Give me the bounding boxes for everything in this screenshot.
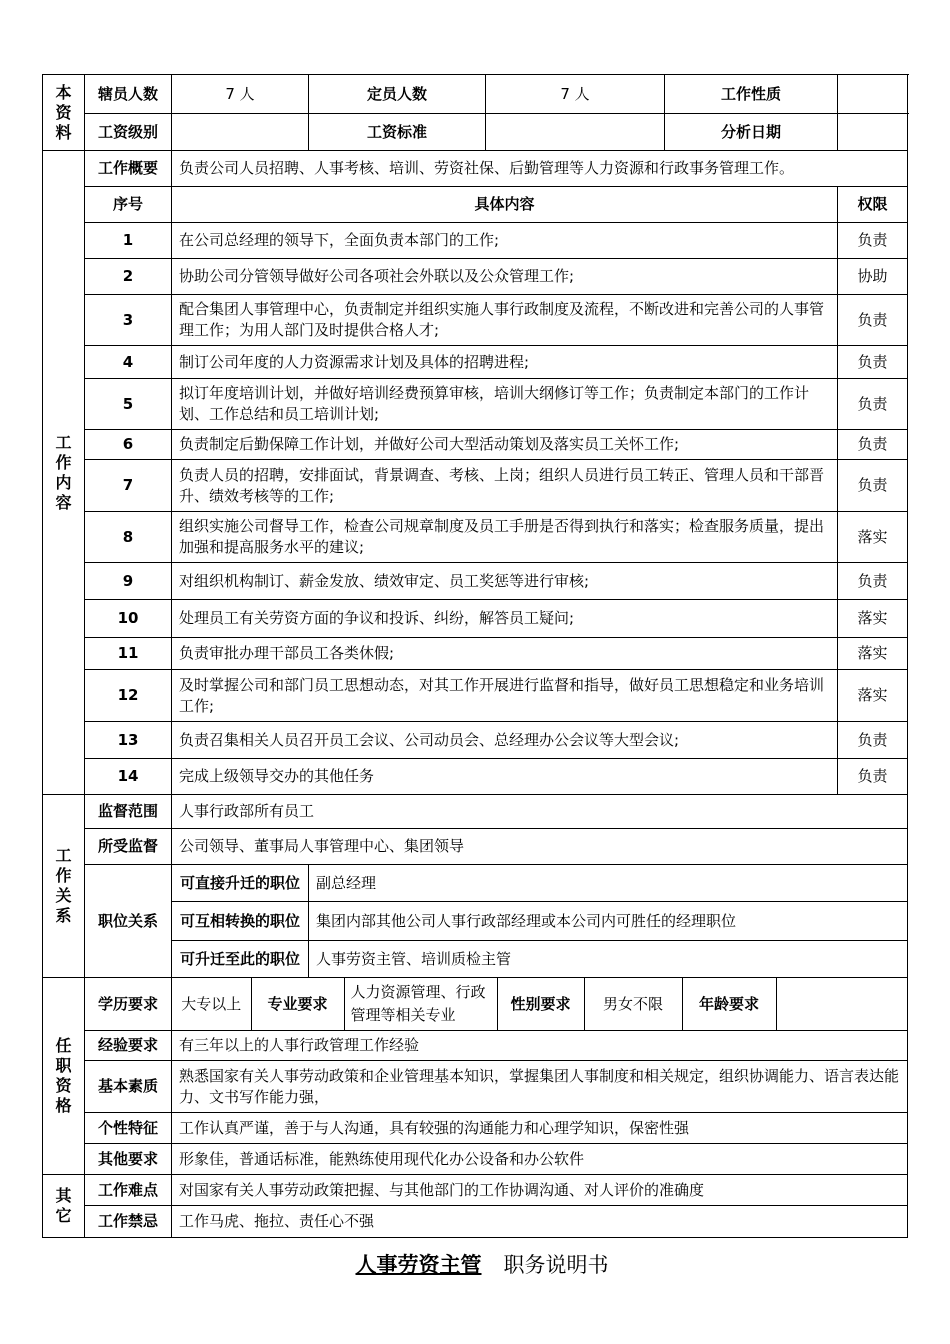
duty-number: 11: [85, 638, 172, 670]
major-label: 专业要求: [251, 978, 344, 1030]
duty-authority: 负责: [838, 563, 908, 600]
duty-text: 对组织机构制订、薪金发放、绩效审定、员工奖惩等进行审核;: [172, 563, 838, 600]
duty-authority: 落实: [838, 600, 908, 638]
table-row: [43, 259, 908, 295]
duty-authority: 落实: [838, 638, 908, 670]
position-promote-value: 副总经理: [309, 865, 908, 902]
duty-text: 配合集团人事管理中心，负责制定并组织实施人事行政制度及流程，不断改进和完善公司的人事管理工作；为用人部门及时提供合格人才;: [172, 295, 838, 346]
education-row: [43, 978, 908, 1031]
duty-text: 处理员工有关劳资方面的争议和投诉、纠纷，解答员工疑问;: [172, 600, 838, 638]
supervised-by-label: 所受监督: [85, 829, 172, 865]
job-description-table: [42, 74, 908, 1238]
basic-quality-value: 熟悉国家有关人事劳动政策和企业管理基本知识，掌握集团人事制度和相关规定，组织协调能力、语言表达能力、文书写作能力强，: [172, 1061, 908, 1113]
difficulty-row: [43, 1175, 908, 1206]
table-row: [43, 600, 908, 638]
age-label: 年龄要求: [682, 978, 776, 1030]
supervised-by-row: [43, 829, 908, 865]
analysis-date-value: [838, 114, 908, 151]
other-requirements-value: 形象佳，普通话标准，能熟练使用现代化办公设备和办公软件: [172, 1144, 908, 1175]
position-transfer-label: 可互相转换的职位: [172, 902, 309, 941]
gender-value: 男女不限: [584, 978, 682, 1030]
quota-value: 7 人: [486, 75, 665, 114]
supervised-by-value: 公司领导、董事局人事管理中心、集团领导: [172, 829, 908, 865]
duty-authority: 负责: [838, 223, 908, 259]
basic-quality-label: 基本素质: [85, 1061, 172, 1113]
supervision-scope-label: 监督范围: [85, 795, 172, 829]
document-title-position: 人事劳资主管: [355, 1253, 482, 1277]
duty-text: 组织实施公司督导工作，检查公司规章制度及员工手册是否得到执行和落实；检查服务质量，提出加强和提高服务水平的建议;: [172, 512, 838, 563]
duty-authority: 负责: [838, 379, 908, 430]
duty-authority: 负责: [838, 346, 908, 379]
work-nature-value: [838, 75, 908, 114]
section-relations: 工作关系: [43, 795, 85, 978]
table-row: [43, 379, 908, 430]
taboo-label: 工作禁忌: [85, 1206, 172, 1238]
quota-label: 定员人数: [309, 75, 486, 114]
table-row: [43, 563, 908, 600]
duty-text: 及时掌握公司和部门员工思想动态，对其工作开展进行监督和指导，做好员工思想稳定和业务培训工作;: [172, 670, 838, 722]
document-title-suffix: 职务说明书: [503, 1253, 609, 1277]
duty-number: 5: [85, 379, 172, 430]
personality-row: [43, 1113, 908, 1144]
education-label: 学历要求: [85, 978, 172, 1031]
taboo-row: [43, 1206, 908, 1238]
basic-row-1: [43, 75, 908, 114]
duty-text: 负责召集相关人员召开员工会议、公司动员会、总经理办公会议等大型会议;: [172, 722, 838, 759]
duty-authority: 落实: [838, 670, 908, 722]
duty-authority: 负责: [838, 722, 908, 759]
duty-authority: 负责: [838, 430, 908, 460]
experience-row: [43, 1031, 908, 1061]
major-value: 人力资源管理、行政管理等相关专业: [344, 978, 497, 1030]
duty-number: 6: [85, 430, 172, 460]
duty-number: 4: [85, 346, 172, 379]
basic-row-2: [43, 114, 908, 151]
basic-quality-row: [43, 1061, 908, 1113]
duty-text: 负责制定后勤保障工作计划，并做好公司大型活动策划及落实员工关怀工作;: [172, 430, 838, 460]
duty-authority: 负责: [838, 759, 908, 795]
duty-number: 12: [85, 670, 172, 722]
salary-standard-value: [486, 114, 665, 151]
analysis-date-label: 分析日期: [665, 114, 838, 151]
staff-count-label: 辖员人数: [85, 75, 172, 114]
table-row: [43, 295, 908, 346]
position-relations-label: 职位关系: [85, 865, 172, 978]
personality-label: 个性特征: [85, 1113, 172, 1144]
table-row: [43, 670, 908, 722]
section-qualification: 任职资格: [43, 978, 85, 1175]
position-source-label: 可升迁至此的职位: [172, 941, 309, 978]
other-requirements-label: 其他要求: [85, 1144, 172, 1175]
education-subrow: [172, 978, 908, 1031]
duty-authority: 负责: [838, 295, 908, 346]
duty-number: 1: [85, 223, 172, 259]
table-row: [43, 346, 908, 379]
duty-authority: 负责: [838, 460, 908, 512]
position-promote-label: 可直接升迁的职位: [172, 865, 309, 902]
document-title: [0, 1248, 950, 1282]
duty-text: 完成上级领导交办的其他任务: [172, 759, 838, 795]
duty-number: 14: [85, 759, 172, 795]
age-value: [776, 978, 907, 1030]
duty-number: 8: [85, 512, 172, 563]
supervision-scope-row: [43, 795, 908, 829]
experience-value: 有三年以上的人事行政管理工作经验: [172, 1031, 908, 1061]
section-work: 工作内容: [43, 151, 85, 795]
col-header-content: 具体内容: [172, 187, 838, 223]
work-nature-label: 工作性质: [665, 75, 838, 114]
difficulty-value: 对国家有关人事劳动政策把握、与其他部门的工作协调沟通、对人评价的准确度: [172, 1175, 908, 1206]
table-row: [43, 223, 908, 259]
position-transfer-value: 集团内部其他公司人事行政部经理或本公司内可胜任的经理职位: [309, 902, 908, 941]
difficulty-label: 工作难点: [85, 1175, 172, 1206]
duty-text: 负责人员的招聘，安排面试，背景调查、考核、上岗；组织人员进行员工转正、管理人员和干部晋升、绩效考核等的工作;: [172, 460, 838, 512]
table-row: [43, 722, 908, 759]
duty-text: 负责审批办理干部员工各类休假;: [172, 638, 838, 670]
other-requirements-row: [43, 1144, 908, 1175]
duty-text: 在公司总经理的领导下，全面负责本部门的工作;: [172, 223, 838, 259]
staff-count-value: 7 人: [172, 75, 309, 114]
overview-label: 工作概要: [85, 151, 172, 187]
position-row: [43, 865, 908, 902]
education-value: 大专以上: [172, 978, 251, 1030]
overview-text: 负责公司人员招聘、人事考核、培训、劳资社保、后勤管理等人力资源和行政事务管理工作。: [172, 151, 908, 187]
position-row: [43, 941, 908, 978]
duty-number: 10: [85, 600, 172, 638]
duty-authority: 协助: [838, 259, 908, 295]
duty-text: 制订公司年度的人力资源需求计划及具体的招聘进程;: [172, 346, 838, 379]
duty-number: 3: [85, 295, 172, 346]
position-source-value: 人事劳资主管、培训质检主管: [309, 941, 908, 978]
salary-grade-label: 工资级别: [85, 114, 172, 151]
position-row: [43, 902, 908, 941]
table-row: [43, 512, 908, 563]
personality-value: 工作认真严谨，善于与人沟通，具有较强的沟通能力和心理学知识，保密性强: [172, 1113, 908, 1144]
requirements-inner-table: [172, 978, 907, 1030]
gender-label: 性别要求: [497, 978, 584, 1030]
table-row: [43, 638, 908, 670]
col-header-no: 序号: [85, 187, 172, 223]
duties-header-row: [43, 187, 908, 223]
table-row: [43, 460, 908, 512]
table-row: [43, 430, 908, 460]
overview-row: [43, 151, 908, 187]
taboo-value: 工作马虎、拖拉、责任心不强: [172, 1206, 908, 1238]
duty-number: 7: [85, 460, 172, 512]
section-misc: 其它: [43, 1175, 85, 1238]
experience-label: 经验要求: [85, 1031, 172, 1061]
table-row: [43, 759, 908, 795]
supervision-scope-value: 人事行政部所有员工: [172, 795, 908, 829]
duty-authority: 落实: [838, 512, 908, 563]
duty-number: 9: [85, 563, 172, 600]
duty-number: 2: [85, 259, 172, 295]
duty-text: 协助公司分管领导做好公司各项社会外联以及公众管理工作;: [172, 259, 838, 295]
col-header-authority: 权限: [838, 187, 908, 223]
section-basic: 本资料: [43, 75, 85, 151]
duty-text: 拟订年度培训计划，并做好培训经费预算审核，培训大纲修订等工作；负责制定本部门的工作计划、工作总结和员工培训计划;: [172, 379, 838, 430]
salary-standard-label: 工资标准: [309, 114, 486, 151]
salary-grade-value: [172, 114, 309, 151]
duty-number: 13: [85, 722, 172, 759]
